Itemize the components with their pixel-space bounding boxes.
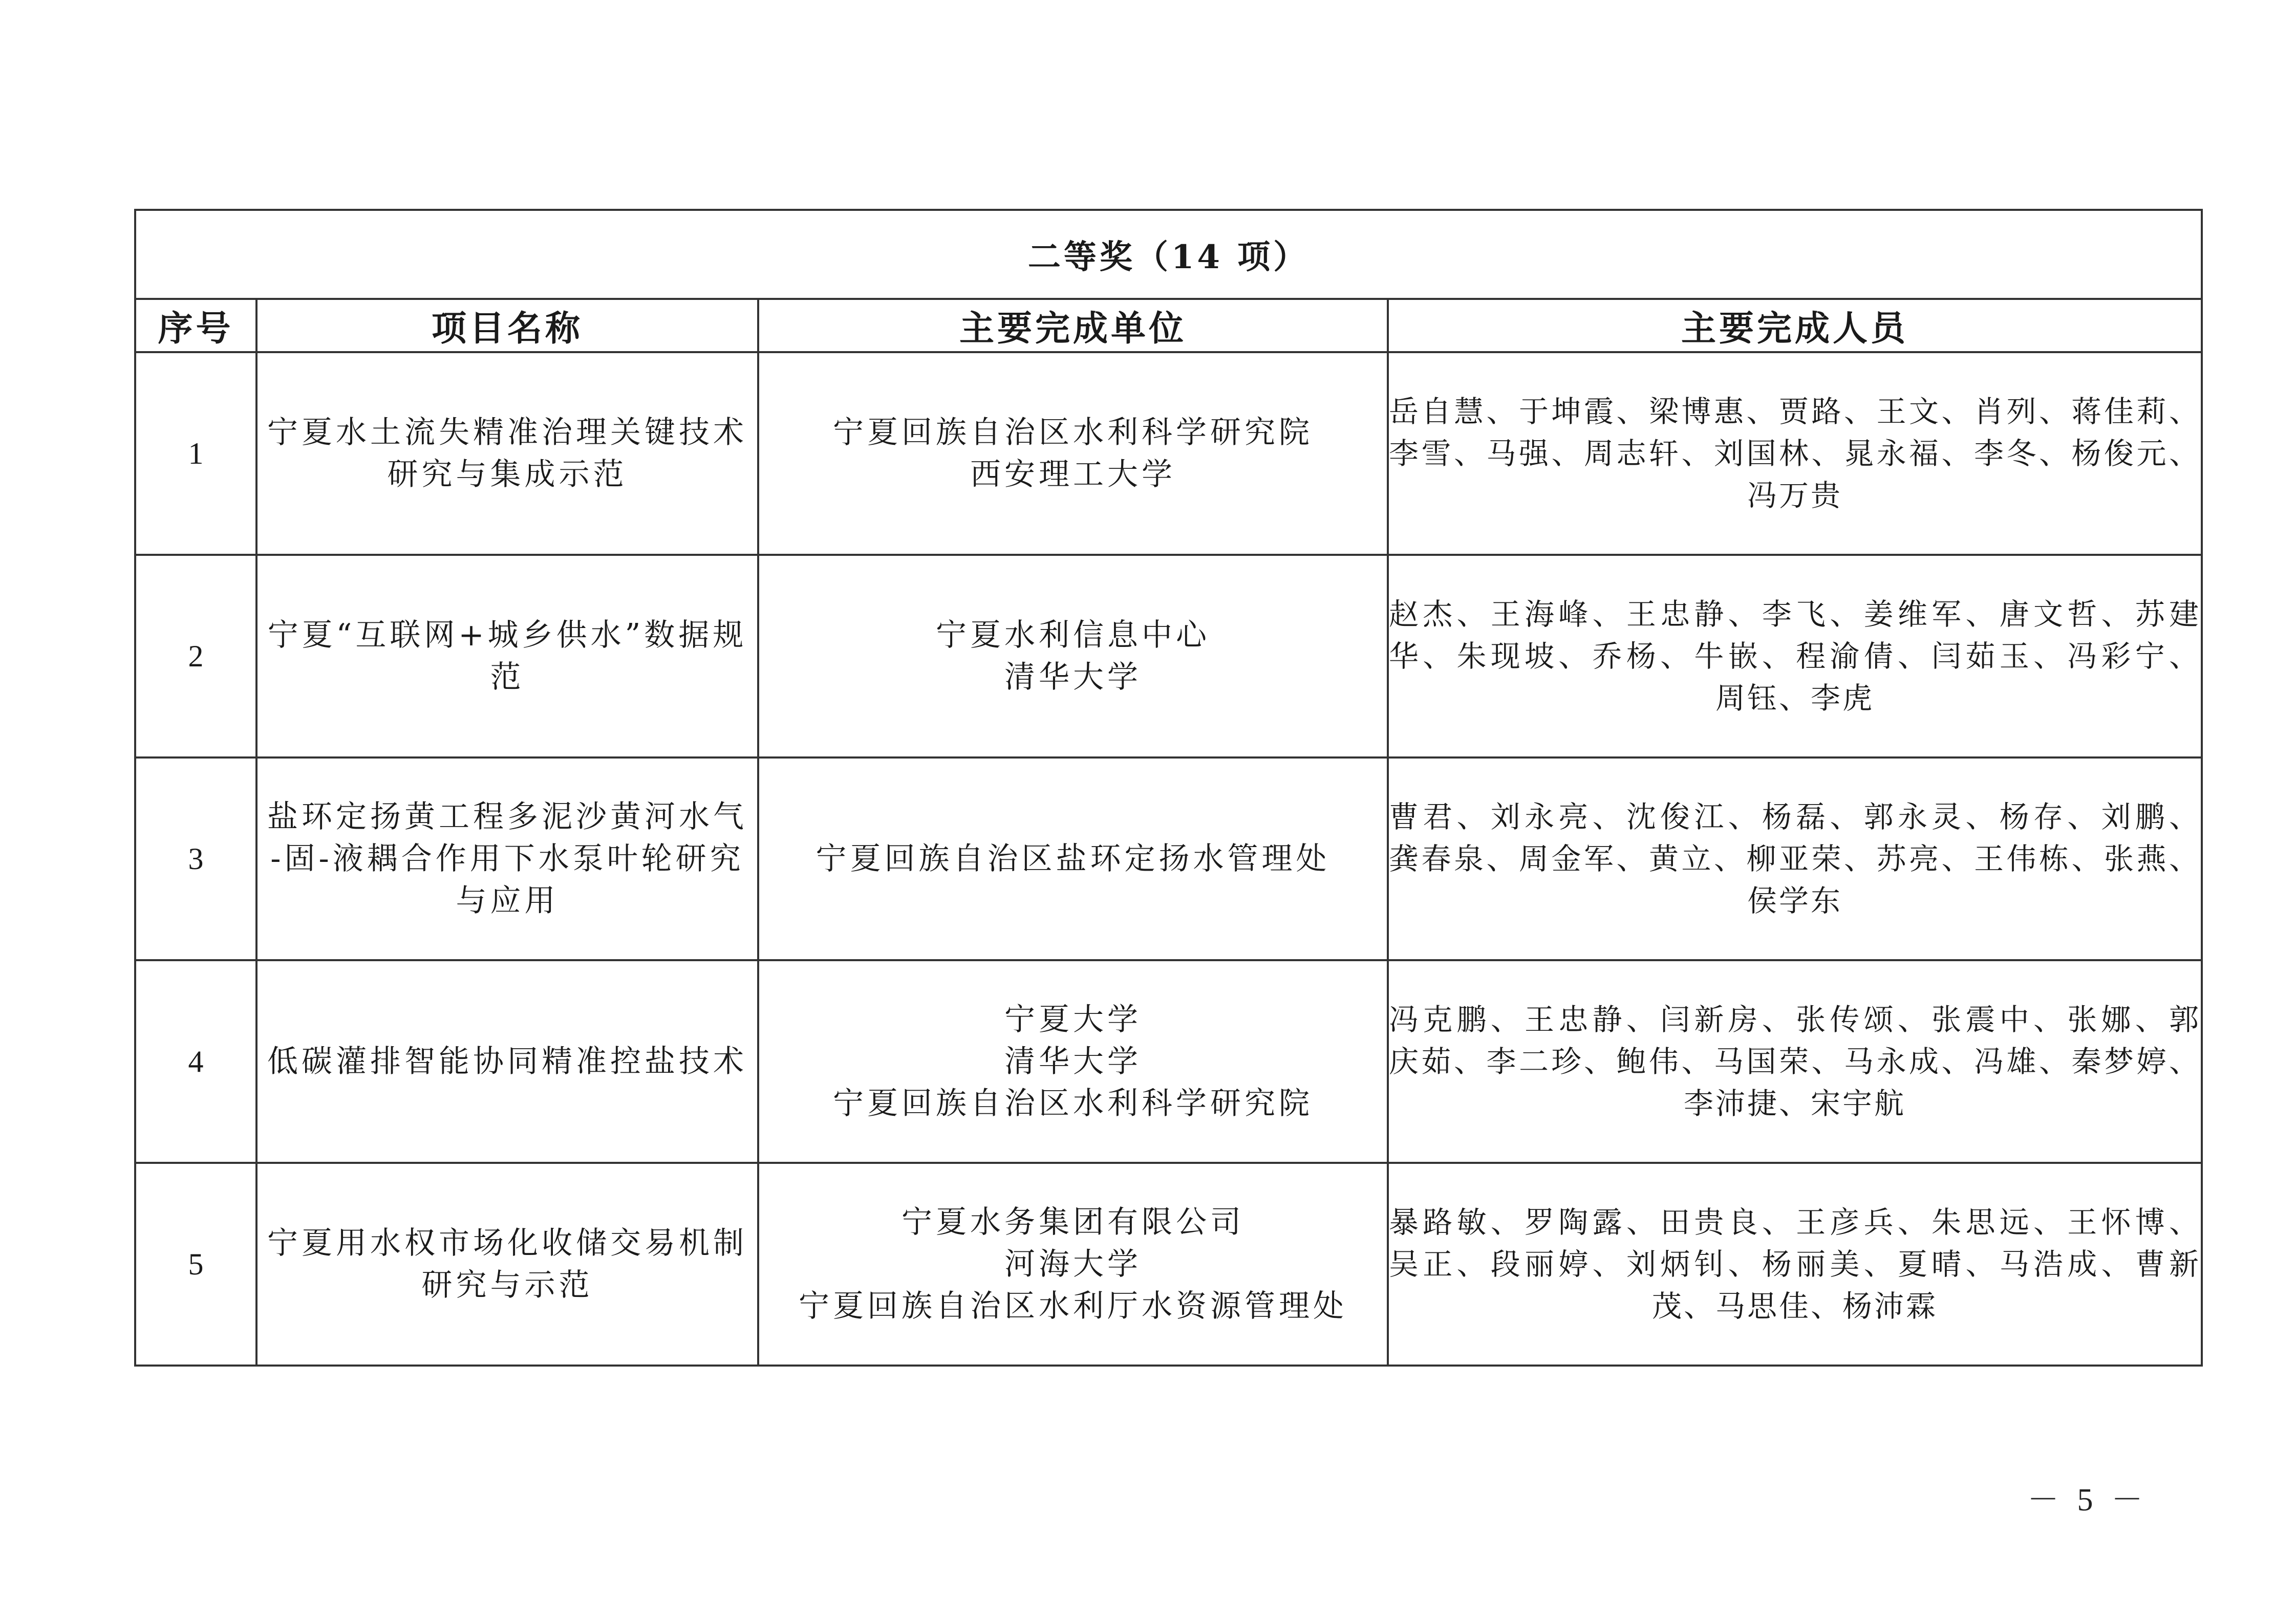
project-name-line: 宁夏用水权市场化收储交易机制 xyxy=(267,1225,747,1261)
people-line: 侯学东 xyxy=(1747,883,1843,918)
project-name-line: 与应用 xyxy=(456,883,559,919)
project-name-line: -固-液耦合作用下水泵叶轮研究 xyxy=(270,841,744,877)
table-row xyxy=(135,960,2202,1163)
people-line: 茂、马思佳、杨沛霖 xyxy=(1652,1289,1938,1324)
people-line: 龚春泉、周金军、黄立、柳亚荣、苏亮、王伟栋、张燕、 xyxy=(1389,841,2201,876)
people-line: 周钰、李虎 xyxy=(1715,681,1875,716)
people-line: 庆茹、李二珍、鲍伟、马国荣、马永成、冯雄、秦梦婷、 xyxy=(1389,1044,2201,1079)
project-name-line: 研究与示范 xyxy=(421,1267,593,1303)
people-line: 赵杰、王海峰、王忠静、李飞、姜维军、唐文哲、苏建 xyxy=(1389,597,2201,632)
unit-line: 西安理工大学 xyxy=(970,457,1176,492)
unit-line: 宁夏回族自治区水利科学研究院 xyxy=(833,415,1313,450)
project-name-line: 范 xyxy=(490,659,525,695)
unit-line: 清华大学 xyxy=(1004,659,1142,695)
page-number: － 5 － xyxy=(2027,1483,2149,1518)
table-row xyxy=(135,352,2202,555)
units-cell xyxy=(758,555,1388,757)
table-row xyxy=(135,555,2202,757)
row-seq: 3 xyxy=(135,757,256,960)
units-cell xyxy=(758,352,1388,555)
row-seq: 2 xyxy=(135,555,256,757)
row-seq: 4 xyxy=(135,960,256,1163)
award-table xyxy=(134,209,2203,1367)
project-name-cell xyxy=(256,757,758,960)
header-main-people: 主要完成人员 xyxy=(1388,299,2202,352)
units-cell xyxy=(758,757,1388,960)
people-line: 吴正、段丽婷、刘炳钊、杨丽美、夏晴、马浩成、曹新 xyxy=(1389,1247,2201,1282)
award-level-banner: 二等奖（14 项） xyxy=(135,210,2202,299)
people-cell xyxy=(1388,757,2202,960)
unit-line: 宁夏回族自治区水利科学研究院 xyxy=(833,1086,1313,1121)
project-name-cell xyxy=(256,960,758,1163)
table-row xyxy=(135,1163,2202,1366)
header-seq: 序号 xyxy=(135,299,256,352)
people-cell xyxy=(1388,1163,2202,1366)
header-main-units: 主要完成单位 xyxy=(758,299,1388,352)
project-name-cell xyxy=(256,555,758,757)
unit-line: 宁夏水利信息中心 xyxy=(936,617,1210,653)
people-line: 冯克鹏、王忠静、闫新房、张传颂、张震中、张娜、郭 xyxy=(1389,1002,2201,1037)
people-cell xyxy=(1388,352,2202,555)
units-cell xyxy=(758,1163,1388,1366)
project-name-cell xyxy=(256,1163,758,1366)
people-cell xyxy=(1388,555,2202,757)
unit-line: 清华大学 xyxy=(1004,1044,1142,1079)
people-line: 李雪、马强、周志轩、刘国林、晁永福、李冬、杨俊元、 xyxy=(1389,436,2201,471)
people-line: 曹君、刘永亮、沈俊江、杨磊、郭永灵、杨存、刘鹏、 xyxy=(1389,799,2201,834)
people-line: 李沛捷、宋宇航 xyxy=(1684,1086,1906,1121)
people-line: 冯万贵 xyxy=(1747,478,1843,513)
people-line: 暴路敏、罗陶露、田贵良、王彦兵、朱思远、王怀博、 xyxy=(1389,1205,2201,1240)
project-name-line: 宁夏水土流失精准治理关键技术 xyxy=(267,415,747,450)
unit-line: 河海大学 xyxy=(1004,1246,1142,1282)
table-row xyxy=(135,757,2202,960)
unit-line: 宁夏水务集团有限公司 xyxy=(902,1204,1244,1240)
project-name-line: 低碳灌排智能协同精准控盐技术 xyxy=(267,1044,747,1079)
people-line: 华、朱现坡、乔杨、牛嵌、程渝倩、闫茹玉、冯彩宁、 xyxy=(1389,639,2201,674)
unit-line: 宁夏大学 xyxy=(1004,1002,1142,1037)
project-name-line: 盐环定扬黄工程多泥沙黄河水气 xyxy=(267,799,747,835)
header-project-name: 项目名称 xyxy=(256,299,758,352)
row-seq: 5 xyxy=(135,1163,256,1366)
people-line: 岳自慧、于坤霞、梁博惠、贾路、王文、肖列、蒋佳莉、 xyxy=(1389,394,2201,429)
units-cell xyxy=(758,960,1388,1163)
project-name-cell xyxy=(256,352,758,555)
people-cell xyxy=(1388,960,2202,1163)
project-name-line: 研究与集成示范 xyxy=(387,457,628,492)
row-seq: 1 xyxy=(135,352,256,555)
unit-line: 宁夏回族自治区水利厅水资源管理处 xyxy=(799,1288,1347,1324)
unit-line: 宁夏回族自治区盐环定扬水管理处 xyxy=(816,841,1331,877)
project-name-line: 宁夏“互联网+城乡供水”数据规 xyxy=(267,617,747,653)
